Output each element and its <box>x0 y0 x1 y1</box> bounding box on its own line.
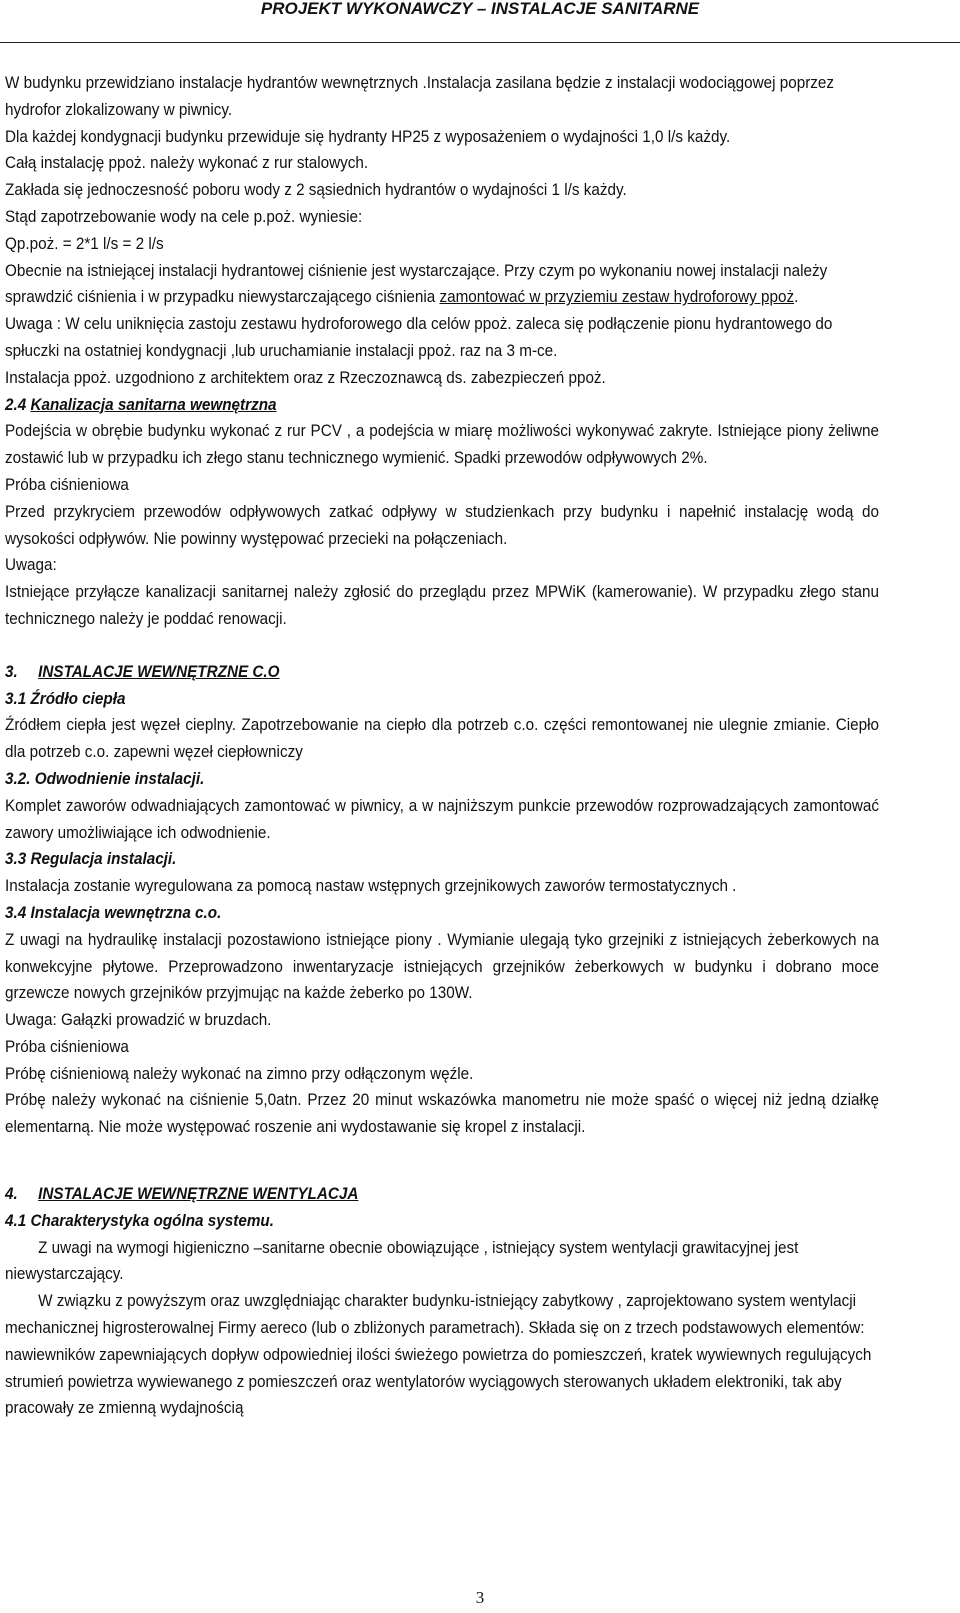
section-2-4-title: Kanalizacja sanitarna wewnętrzna <box>30 394 277 414</box>
section-2-4-heading <box>5 392 879 419</box>
sewage-paragraph-3: Istniejące przyłącze kanalizacji sanitarnej należy zgłosić do przeglądu przez MPWiK (kamerowanie). W przypadku złego stanu technicznego należy je poddać renowacji. <box>5 582 879 628</box>
hydrant-paragraph-4: Zakłada się jednoczesność poboru wody z 2 sąsiednich hydrantów o wydajności 1 l/s każdy. <box>5 180 627 200</box>
sewage-paragraph-2: Przed przykryciem przewodów odpływowych zatkać odpływy w studzienkach przy budynku i napełnić instalację wodą do wysokości odpływów. Nie powinny występować przecieki na połączeniach. <box>5 501 879 548</box>
sewage-note-label: Uwaga: <box>5 555 57 575</box>
section-3-title: INSTALACJE WEWNĘTRZNE C.O <box>38 661 280 681</box>
hydrant-paragraph-1: W budynku przewidziano instalacje hydrantów wewnętrznych .Instalacja zasilana będzie z instalacji wodociągowej poprzez hydrofor zlokalizowany w piwnicy. <box>5 73 835 119</box>
heat-source-paragraph: Źródłem ciepła jest węzeł cieplny. Zapotrzebowanie na ciepło dla potrzeb c.o. części remontowanej nie ulegnie zmianie. Ciepło dla potrzeb c.o. zapewni węzeł ciepłowniczy <box>5 715 879 762</box>
section-4-number: 4. <box>5 1184 18 1204</box>
co-pressure-test-paragraph-1: Próbę ciśnieniową należy wykonać na zimno przy odłączonym węźle. <box>5 1063 474 1083</box>
hydrant-pressure-paragraph <box>5 258 879 312</box>
hydrant-agreement: Instalacja ppoż. uzgodniono z architektem oraz z Rzeczoznawcą ds. zabezpieczeń ppoż. <box>5 367 606 387</box>
document-body <box>5 70 879 1422</box>
section-3-heading <box>5 659 879 686</box>
page-header <box>0 0 960 44</box>
section-3-3-heading: 3.3 Regulacja instalacji. <box>5 849 177 869</box>
sewage-pressure-test-label: Próba ciśnieniowa <box>5 474 129 494</box>
pressure-underlined-text: zamontować w przyziemiu zestaw hydroforowy ppoż <box>439 287 795 307</box>
regulation-paragraph: Instalacja zostanie wyregulowana za pomocą nastaw wstępnych grzejnikowych zaworów termostatycznych . <box>5 876 737 896</box>
spacer <box>5 633 879 659</box>
section-3-1-heading: 3.1 Źródło ciepła <box>5 688 126 708</box>
header-title: PROJEKT WYKONAWCZY – INSTALACJE SANITARNE <box>260 0 700 18</box>
section-4-title: INSTALACJE WEWNĘTRZNE WENTYLACJA <box>38 1184 359 1204</box>
section-3-4-heading: 3.4 Instalacja wewnętrzna c.o. <box>5 902 222 922</box>
pressure-text-end: . <box>794 287 799 307</box>
section-4-1-heading: 4.1 Charakterystyka ogólna systemu. <box>5 1210 274 1230</box>
ventilation-paragraph-2: W związku z powyższym oraz uwzględniając charakter budynku-istniejący zabytkowy , zaprojektowano system wentylacji mechanicznej higrosterowalnej Firmy aereco (lub o zbliżonych parametrach). Składa się on z trzech podstawowych elementów: nawiewników zapewniających dopływ odpowiedniej ilości świeżego powietrza do pomieszczeń, kratek wywiewnych regulujących strumień powietrza wywiewanego z pomieszczeń oraz wentylatorów wyciągowych sterowanych układem elektroniki, tak aby pracowały ze zmienną wydajnością <box>5 1291 872 1418</box>
sewage-paragraph-1: Podejścia w obrębie budynku wykonać z rur PCV , a podejścia w miarę możliwości wykonywać zakryte. Istniejące piony żeliwne zostawić lub w przypadku ich złego stanu technicznego wymienić. Spadki przewodów odpływowych 2%. <box>5 421 879 468</box>
page-number: 3 <box>475 1588 485 1607</box>
hydrant-formula: Qp.poż. = 2*1 l/s = 2 l/s <box>5 233 164 253</box>
internal-co-paragraph: Z uwagi na hydraulikę instalacji pozostawiono istniejące piony . Wymianie ulegają tyko grzejniki z istniejących żeberkowych na konwekcyjne płytowe. Przeprowadzono inwentaryzacje istniejących grzejników żeberkowych w budynku i dobrano moce grzewcze nowych grzejników przyjmując na każde żeberko po 130W. <box>5 929 879 1003</box>
drainage-paragraph: Komplet zaworów odwadniających zamontować w piwnicy, a w najniższym punkcie przewodów rozprowadzających zamontować zawory umożliwiające ich odwodnienie. <box>5 795 879 842</box>
co-pressure-test-label: Próba ciśnieniowa <box>5 1036 129 1056</box>
co-pressure-test-paragraph-2: Próbę należy wykonać na ciśnienie 5,0atn. Przez 20 minut wskazówka manometru nie może spaść o więcej niż jedną działkę elementarną. Nie może występować roszenie ani wydostawanie się kropel z instalacji. <box>5 1090 879 1137</box>
hydrant-paragraph-3: Całą instalację ppoż. należy wykonać z rur stalowych. <box>5 153 369 173</box>
hydrant-paragraph-5: Stąd zapotrzebowanie wody na cele p.poż. wyniesie: <box>5 206 363 226</box>
pressure-text: Obecnie na istniejącej instalacji hydrantowej ciśnienie jest wystarczające. Przy czym po wykonaniu nowej instalacji należy sprawdzić ciśnienia i w przypadku niewystarczającego ciśnienia <box>5 260 828 307</box>
section-2-4-number: 2.4 <box>5 394 31 414</box>
header-rule <box>0 42 960 43</box>
section-3-2-heading: 3.2. Odwodnienie instalacji. <box>5 768 205 788</box>
spacer <box>5 1141 879 1181</box>
hydrant-paragraph-2: Dla każdej kondygnacji budynku przewiduje się hydranty HP25 z wyposażeniem o wydajności 1,0 l/s każdy. <box>5 126 731 146</box>
internal-co-note: Uwaga: Gałązki prowadzić w bruzdach. <box>5 1010 272 1030</box>
hydrant-note: Uwaga : W celu uniknięcia zastoju zestawu hydroforowego dla celów ppoż. zaleca się podłączenie pionu hydrantowego do spłuczki na ostatniej kondygnacji ,lub uruchamianie instalacji ppoż. raz na 3 m-ce. <box>5 314 833 360</box>
section-4-heading <box>5 1181 879 1208</box>
section-3-number: 3. <box>5 661 18 681</box>
ventilation-paragraph-1: Z uwagi na wymogi higieniczno –sanitarne obecnie obowiązujące , istniejący system wentylacji grawitacyjnej jest niewystarczający. <box>5 1237 799 1284</box>
